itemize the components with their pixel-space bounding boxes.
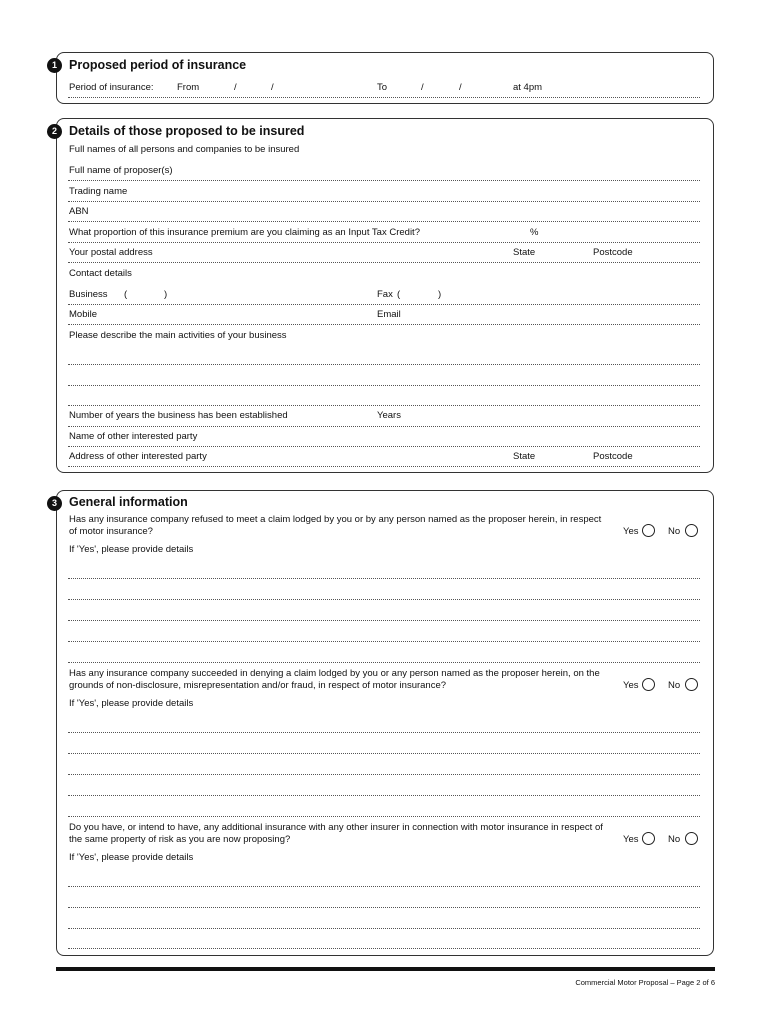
email-label: Email (377, 309, 401, 320)
q3-yes-label: Yes (623, 834, 639, 845)
postal-postcode-label: Postcode (593, 247, 633, 258)
q3-details-line-3[interactable] (68, 928, 700, 929)
from-label: From (177, 82, 200, 93)
q2-details-line-3[interactable] (68, 774, 700, 775)
q2-details-line-1[interactable] (68, 732, 700, 733)
q2-if-yes-label: If 'Yes', please provide details (69, 698, 194, 709)
q2-yes-radio[interactable] (642, 678, 655, 691)
question-additional-insurance: Do you have, or intend to have, any additional insurance with any other insurer in connection with motor insurance in respect of the same property of risk as you are now proposing? (69, 822, 603, 845)
q1-details-line-4[interactable] (68, 641, 700, 642)
q1-details-line-5[interactable] (68, 662, 700, 663)
q1-yes-label: Yes (623, 526, 639, 537)
section-title-details: Details of those proposed to be insured (69, 124, 305, 138)
q2-details-line-4[interactable] (68, 795, 700, 796)
section-number-1: 1 (47, 58, 62, 73)
to-label: To (377, 82, 388, 93)
question-claim-refused: Has any insurance company refused to meet a claim lodged by you or by any person named as the proposer herein, in respect of motor insurance? (69, 514, 602, 537)
business-phone-label: Business (69, 289, 108, 300)
abn-field[interactable] (68, 221, 700, 222)
fax-area-close-paren: ) (438, 289, 442, 300)
other-party-name-label: Name of other interested party (69, 431, 198, 442)
q1-details-line-2[interactable] (68, 599, 700, 600)
to-date-slash-2: / (459, 82, 462, 93)
period-label: Period of insurance: (69, 82, 154, 93)
years-established-label: Number of years the business has been established (69, 410, 288, 421)
q3-if-yes-label: If 'Yes', please provide details (69, 852, 194, 863)
fax-area-open-paren: ( (397, 289, 401, 300)
other-party-postcode-label: Postcode (593, 451, 633, 462)
years-label: Years (377, 410, 401, 421)
postal-address-label: Your postal address (69, 247, 153, 258)
postal-address-field[interactable] (68, 262, 700, 263)
q3-yes-radio[interactable] (642, 832, 655, 845)
question-claim-denied: Has any insurance company succeeded in denying a claim lodged by you or any person named as the proposer herein, on the grounds of non-disclosure, misrepresentation and/or fraud, in respect of motor insurance? (69, 668, 600, 691)
q2-yes-label: Yes (623, 680, 639, 691)
abn-label: ABN (69, 206, 89, 217)
q1-yes-radio[interactable] (642, 524, 655, 537)
other-party-address-field[interactable] (68, 466, 700, 467)
q1-no-label: No (668, 526, 681, 537)
contact-details-label: Contact details (69, 268, 132, 279)
q2-details-line-5[interactable] (68, 816, 700, 817)
q1-if-yes-label: If 'Yes', please provide details (69, 544, 194, 555)
trading-name-field[interactable] (68, 201, 700, 202)
time-label: at 4pm (513, 82, 543, 93)
q1-details-line-3[interactable] (68, 620, 700, 621)
trading-name-label: Trading name (69, 186, 128, 197)
mobile-email-field[interactable] (68, 324, 700, 325)
mobile-label: Mobile (69, 309, 97, 320)
q3-no-label: No (668, 834, 681, 845)
business-area-close-paren: ) (164, 289, 168, 300)
postal-state-label: State (513, 247, 536, 258)
years-established-field[interactable] (68, 426, 700, 427)
q2-no-label: No (668, 680, 681, 691)
q1-details-line-1[interactable] (68, 578, 700, 579)
itc-percent-symbol: % (530, 227, 539, 238)
from-date-slash-1: / (234, 82, 237, 93)
itc-question: What proportion of this insurance premium are you claiming as an Input Tax Credit? (69, 227, 420, 238)
other-party-name-field[interactable] (68, 446, 700, 447)
from-date-slash-2: / (271, 82, 274, 93)
period-field-line[interactable] (68, 97, 700, 98)
full-name-proposer-field[interactable] (68, 180, 700, 181)
describe-activities-label: Please describe the main activities of your business (69, 330, 287, 341)
q3-details-line-4[interactable] (68, 948, 700, 949)
section-title-general: General information (69, 495, 188, 509)
business-area-open-paren: ( (124, 289, 128, 300)
section-title-period: Proposed period of insurance (69, 58, 247, 72)
fax-label: Fax (377, 289, 393, 300)
section-number-3: 3 (47, 496, 62, 511)
activities-line-3[interactable] (68, 405, 700, 406)
q3-details-line-1[interactable] (68, 886, 700, 887)
footer-page-label: Commercial Motor Proposal – Page 2 of 6 (575, 978, 715, 987)
q2-no-radio[interactable] (685, 678, 698, 691)
other-party-state-label: State (513, 451, 536, 462)
section-number-2: 2 (47, 124, 62, 139)
q2-details-line-2[interactable] (68, 753, 700, 754)
activities-line-2[interactable] (68, 385, 700, 386)
q3-details-line-2[interactable] (68, 907, 700, 908)
full-name-proposer-label: Full name of proposer(s) (69, 165, 173, 176)
q3-no-radio[interactable] (685, 832, 698, 845)
activities-line-1[interactable] (68, 364, 700, 365)
itc-field[interactable] (68, 242, 700, 243)
footer-rule (56, 967, 715, 971)
other-party-address-label: Address of other interested party (69, 451, 207, 462)
business-fax-field[interactable] (68, 304, 700, 305)
to-date-slash-1: / (421, 82, 424, 93)
full-names-all-label: Full names of all persons and companies to be insured (69, 144, 300, 155)
q1-no-radio[interactable] (685, 524, 698, 537)
